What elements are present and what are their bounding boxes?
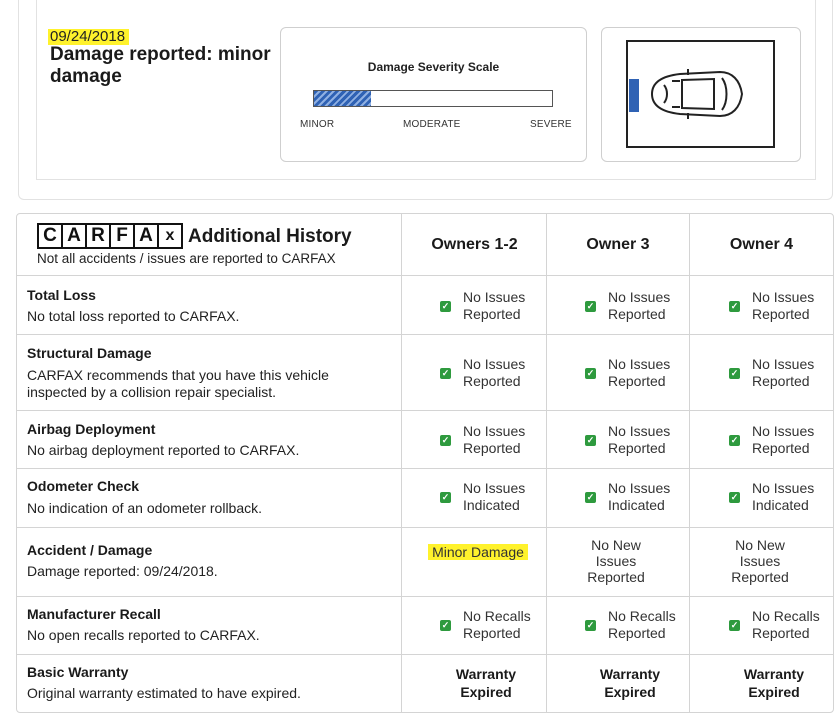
severity-scale-panel [280,27,587,162]
vehicle-diagram-panel [601,27,801,162]
status-cell: ✓ No Issues Reported [441,423,526,456]
check-icon: ✓ [441,367,450,378]
status-cell: ✓ No Recalls Reported [730,608,820,641]
status-cell: ✓ No Issues Reported [730,423,815,456]
row-title-basic-warranty: Basic Warranty [27,664,129,680]
status-cell: ✓ No Issues Indicated [441,480,526,513]
status-cell: ✓ No Recalls Reported [441,608,531,641]
check-icon: ✓ [730,300,739,311]
row-desc-basic-warranty: Original warranty estimated to have expired. [27,685,301,701]
status-cell: ✓ No Issues Indicated [586,480,671,513]
severity-scale-title: Damage Severity Scale [367,60,500,74]
status-cell: No New Issues Reported [587,537,645,585]
row-divider [16,468,834,469]
row-divider [16,275,834,276]
check-icon: ✓ [586,434,595,445]
carfax-logo: C A R F A x [37,223,183,249]
status-cell: ✓ No Issues Reported [730,356,815,389]
check-icon: ✓ [586,367,595,378]
status-cell: ✓ No Issues Reported [441,289,526,322]
row-divider [16,527,834,528]
row-desc-accident-damage: Damage reported: 09/24/2018. [27,563,218,579]
row-title-airbag-deployment: Airbag Deployment [27,421,156,437]
check-icon: ✓ [730,434,739,445]
check-icon: ✓ [441,619,450,630]
warranty-status: Warranty Expired [599,666,661,700]
row-desc-manufacturer-recall: No open recalls reported to CARFAX. [27,627,260,643]
status-cell: ✓ No Issues Reported [586,423,671,456]
check-icon: ✓ [441,434,450,445]
row-title-accident-damage: Accident / Damage [27,542,153,558]
row-desc-total-loss: No total loss reported to CARFAX. [27,308,240,324]
warranty-status: Warranty Expired [455,666,517,700]
row-divider [16,596,834,597]
column-header-owner-4: Owner 4 [729,236,794,253]
column-header-owners-1-2: Owners 1-2 [431,236,518,253]
car-top-view-icon [602,28,802,163]
row-desc-odometer-check: No indication of an odometer rollback. [27,500,263,516]
row-desc-structural-damage: CARFAX recommends that you have this vehicle inspected by a collision repair specialist. [27,367,329,400]
severity-label-minor: MINOR [300,119,335,130]
row-divider [16,334,834,335]
check-icon: ✓ [586,300,595,311]
row-title-manufacturer-recall: Manufacturer Recall [27,606,161,622]
status-cell: No New Issues Reported [731,537,789,585]
history-subtitle: Not all accidents / issues are reported to CARFAX [37,251,336,266]
status-cell: ✓ No Issues Indicated [730,480,815,513]
row-title-structural-damage: Structural Damage [27,345,152,361]
row-divider [16,410,834,411]
check-icon: ✓ [730,367,739,378]
history-title: Additional History [188,226,352,247]
row-divider [16,654,834,655]
damage-date: 09/24/2018 [48,29,129,45]
check-icon: ✓ [586,619,595,630]
check-icon: ✓ [441,300,450,311]
severity-label-severe: SEVERE [530,119,572,130]
status-cell: ✓ No Issues Reported [586,356,671,389]
severity-scale-fill [314,91,371,106]
column-divider [401,213,402,713]
damage-title: Damage reported: minor damage [50,44,271,87]
status-cell: ✓ No Issues Reported [441,356,526,389]
check-icon: ✓ [441,491,450,502]
severity-label-moderate: MODERATE [403,119,461,130]
severity-scale-bar [313,90,553,107]
check-icon: ✓ [586,491,595,502]
column-header-owner-3: Owner 3 [586,236,650,253]
row-title-total-loss: Total Loss [27,287,96,303]
check-icon: ✓ [730,491,739,502]
status-cell: ✓ No Recalls Reported [586,608,676,641]
status-cell: ✓ No Issues Reported [730,289,815,322]
status-cell: ✓ No Issues Reported [586,289,671,322]
check-icon: ✓ [730,619,739,630]
warranty-status: Warranty Expired [743,666,805,700]
row-desc-airbag-deployment: No airbag deployment reported to CARFAX. [27,442,300,458]
minor-damage-highlight: Minor Damage [428,543,528,561]
row-title-odometer-check: Odometer Check [27,478,140,494]
